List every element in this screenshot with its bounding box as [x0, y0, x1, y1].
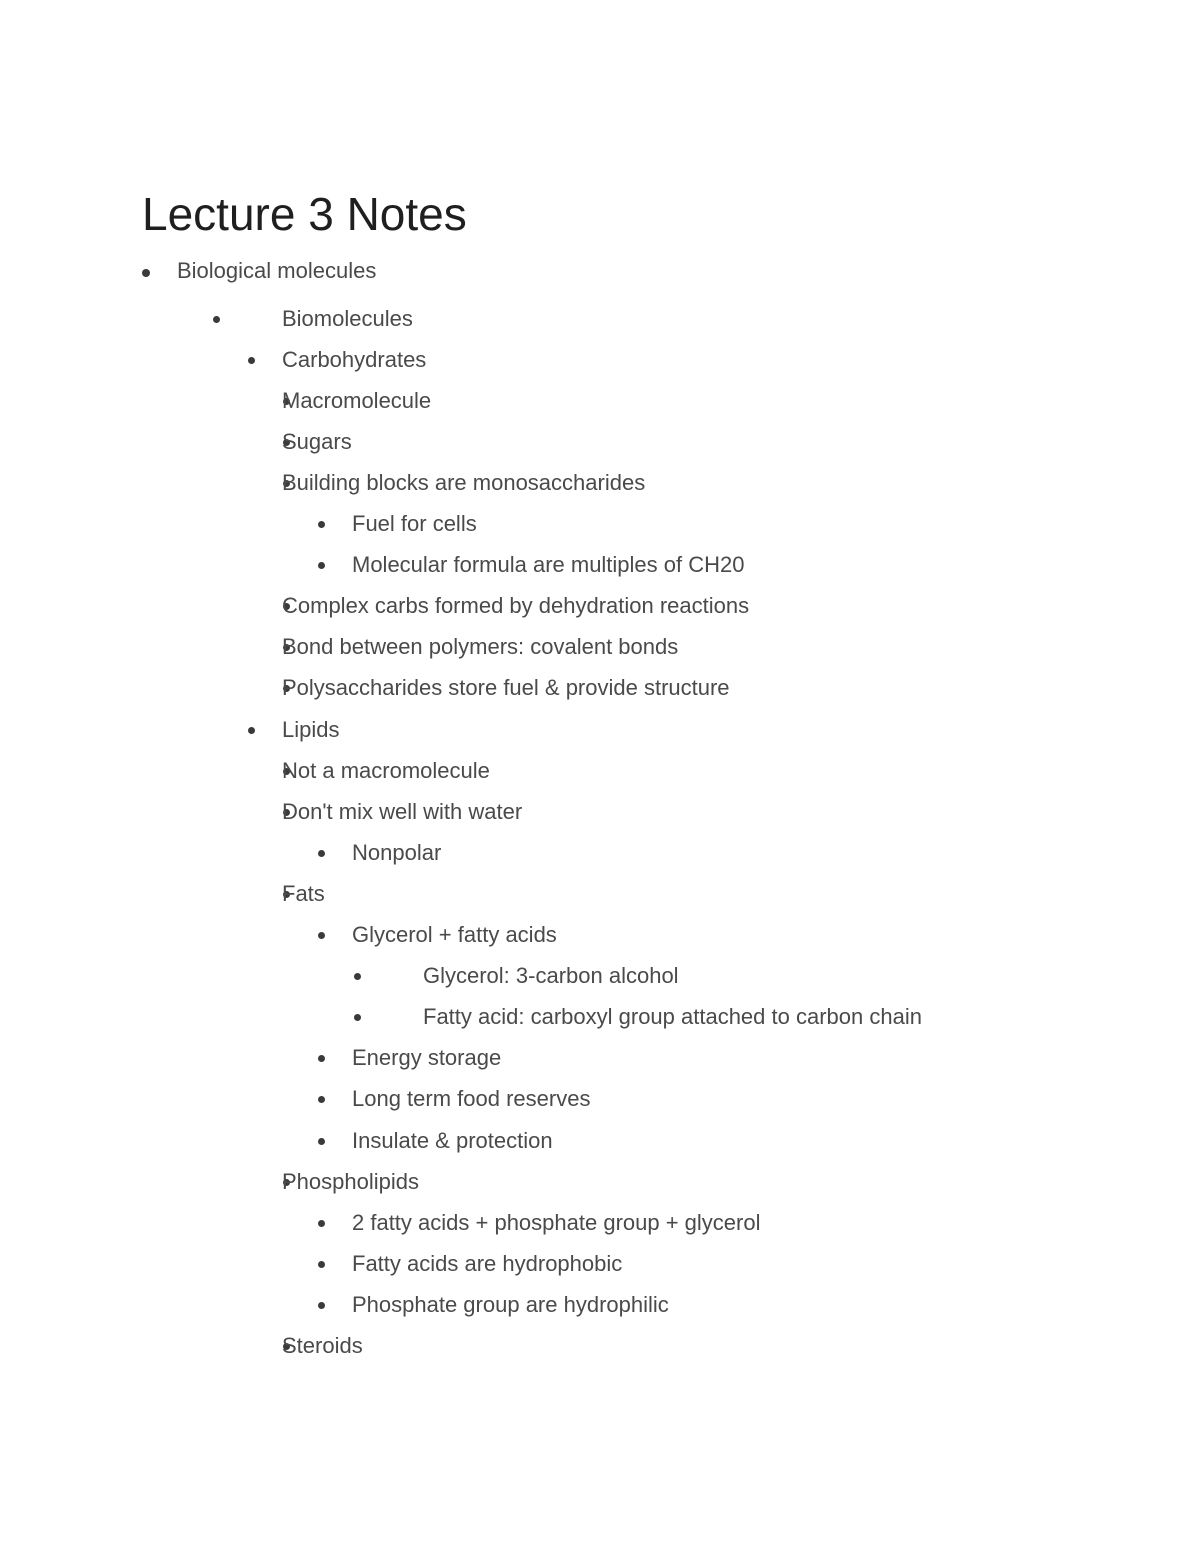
- list-item-text: Building blocks are monosaccharides: [282, 470, 646, 495]
- list-item-text: 2 fatty acids + phosphate group + glycerol: [352, 1210, 761, 1235]
- list-item-text: Glycerol + fatty acids: [352, 922, 557, 947]
- bullet-icon: [318, 521, 325, 528]
- bullet-icon: [318, 562, 325, 569]
- list-item-text: Biomolecules: [282, 306, 413, 331]
- bullet-icon: [248, 357, 255, 364]
- list-item-text: Carbohydrates: [282, 347, 427, 372]
- list-item-text: Complex carbs formed by dehydration reactions: [282, 593, 750, 618]
- bullet-icon: [248, 727, 255, 734]
- bullet-icon: [213, 316, 220, 323]
- list-item-text: Molecular formula are multiples of CH20: [352, 552, 745, 577]
- bullet-icon: [318, 1261, 325, 1268]
- list-item-text: Steroids: [282, 1333, 363, 1358]
- list-item-text: Don't mix well with water: [282, 799, 523, 824]
- list-item-text: Energy storage: [352, 1045, 502, 1070]
- list-item-text: Fats: [282, 881, 325, 906]
- bullet-icon: [354, 1014, 361, 1021]
- bullet-icon: [142, 269, 150, 277]
- list-item-text: Biological molecules: [177, 258, 377, 283]
- bullet-icon: [318, 850, 325, 857]
- list-item-text: Polysaccharides store fuel & provide structure: [282, 675, 730, 700]
- list-item-text: Insulate & protection: [352, 1128, 553, 1153]
- list-item-text: Glycerol: 3-carbon alcohol: [423, 963, 679, 988]
- list-item-text: Lipids: [282, 717, 340, 742]
- list-item-text: Fatty acid: carboxyl group attached to carbon chain: [423, 1004, 922, 1029]
- list-item-text: Sugars: [282, 429, 352, 454]
- page-title: Lecture 3 Notes: [142, 188, 467, 240]
- list-item-text: Bond between polymers: covalent bonds: [282, 634, 679, 659]
- bullet-icon: [318, 1096, 325, 1103]
- list-item-text: Long term food reserves: [352, 1086, 591, 1111]
- list-item-text: Not a macromolecule: [282, 758, 490, 783]
- bullet-icon: [354, 973, 361, 980]
- list-item-text: Phosphate group are hydrophilic: [352, 1292, 669, 1317]
- list-item-text: Macromolecule: [282, 388, 432, 413]
- list-item-text: Nonpolar: [352, 840, 442, 865]
- bullet-icon: [318, 932, 325, 939]
- bullet-icon: [318, 1220, 325, 1227]
- bullet-icon: [318, 1138, 325, 1145]
- list-item-text: Fatty acids are hydrophobic: [352, 1251, 623, 1276]
- list-item-text: Fuel for cells: [352, 511, 477, 536]
- bullet-icon: [318, 1302, 325, 1309]
- bullet-icon: [318, 1055, 325, 1062]
- list-item-text: Phospholipids: [282, 1169, 419, 1194]
